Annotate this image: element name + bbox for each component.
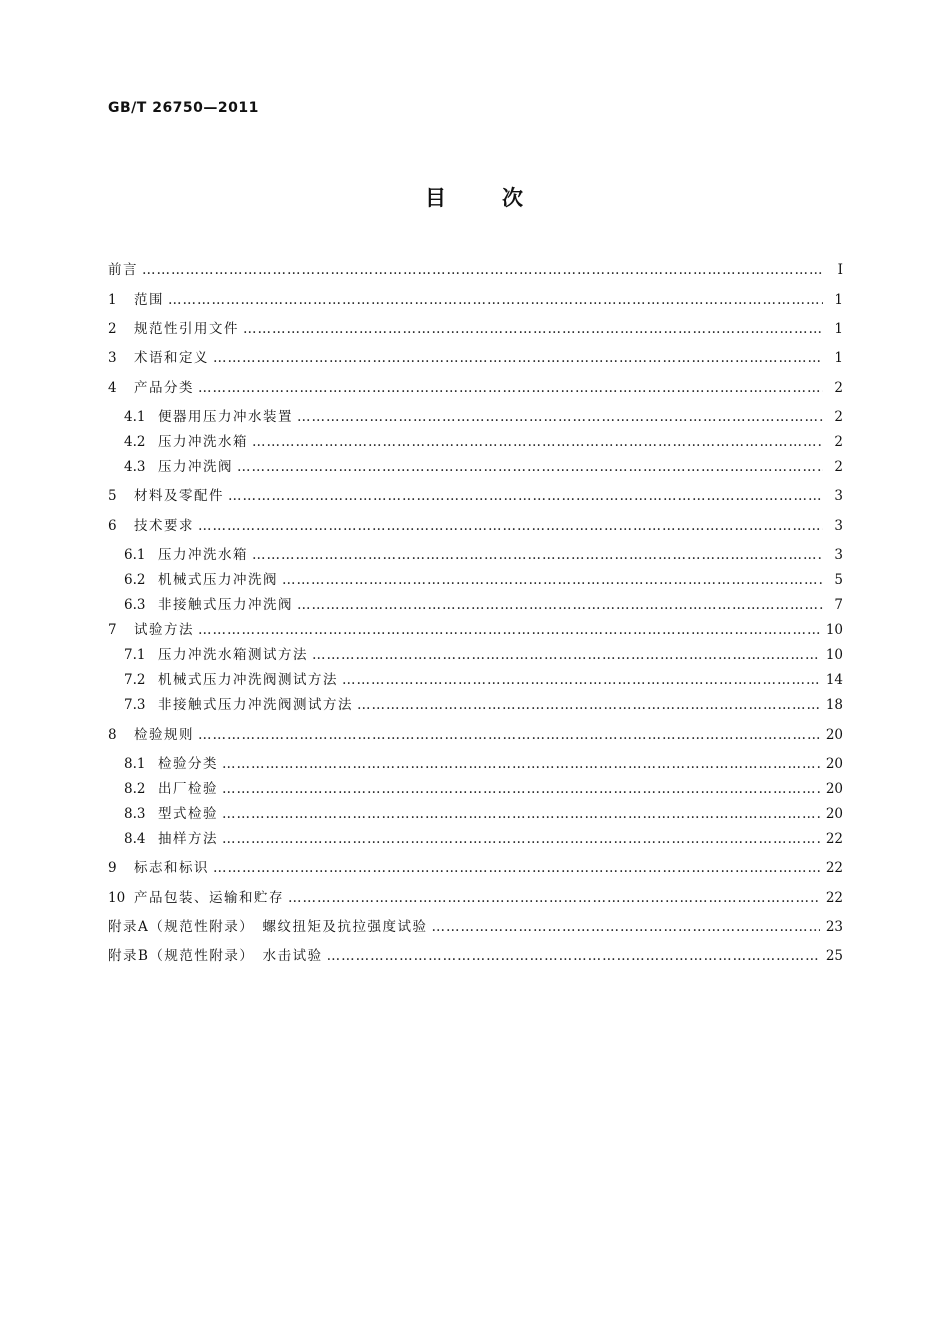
toc-label: 压力冲洗阀 <box>158 459 233 475</box>
toc-page: 22 <box>825 860 843 876</box>
toc-entry-6-3[interactable] <box>108 595 843 615</box>
toc-entry-2[interactable] <box>108 319 843 339</box>
toc-leader-dots <box>252 432 823 452</box>
toc-leader-dots <box>222 754 820 774</box>
toc-number: 7.2 <box>124 672 146 688</box>
toc-number: 8.3 <box>124 806 146 822</box>
toc-page: 5 <box>834 572 843 588</box>
toc-label: 非接触式压力冲洗阀测试方法 <box>158 697 353 713</box>
toc-page: 25 <box>825 948 843 964</box>
toc-leader-dots <box>312 645 820 665</box>
toc-page: 2 <box>834 459 843 475</box>
toc-page: 20 <box>825 727 843 743</box>
toc-page: 14 <box>825 672 843 688</box>
toc-leader-dots <box>198 516 823 536</box>
toc-label: 压力冲洗水箱 <box>158 434 248 450</box>
toc-leader-dots <box>222 804 820 824</box>
toc-label: 材料及零配件 <box>134 488 224 504</box>
title-part-1: 目 <box>425 186 448 210</box>
toc-label: 检验规则 <box>134 727 194 743</box>
toc-leader-dots <box>357 695 820 715</box>
toc-leader-dots <box>222 829 820 849</box>
toc-page: Ⅰ <box>837 262 843 278</box>
toc-leader-dots <box>213 858 820 878</box>
toc-leader-dots <box>342 670 820 690</box>
toc-page: 3 <box>834 547 843 563</box>
toc-label: 产品分类 <box>134 380 194 396</box>
toc-page: 18 <box>825 697 843 713</box>
toc-entry-8-3[interactable] <box>108 804 843 824</box>
toc-number: 3 <box>108 350 117 366</box>
toc-entry-4-3[interactable] <box>108 457 843 477</box>
toc-leader-dots <box>432 917 820 937</box>
toc-entry-6-2[interactable] <box>108 570 843 590</box>
toc-number: 6.1 <box>124 547 146 563</box>
toc-entry-8[interactable] <box>108 725 843 745</box>
toc-page: 1 <box>834 321 843 337</box>
toc-entry-8-1[interactable] <box>108 754 843 774</box>
toc-number: 4.3 <box>124 459 146 475</box>
toc-leader-dots <box>222 779 820 799</box>
toc-leader-dots <box>237 457 823 477</box>
toc-number: 2 <box>108 321 117 337</box>
toc-label: 非接触式压力冲洗阀 <box>158 597 293 613</box>
toc-entry-10[interactable] <box>108 888 843 908</box>
toc-number: 6 <box>108 518 117 534</box>
toc-page: 20 <box>825 781 843 797</box>
toc-page: 2 <box>834 409 843 425</box>
toc-entry-7[interactable] <box>108 620 843 640</box>
toc-entry-8-4[interactable] <box>108 829 843 849</box>
toc-page: 1 <box>834 292 843 308</box>
toc-label: 试验方法 <box>134 622 194 638</box>
toc-number: 1 <box>108 292 117 308</box>
toc-page: 10 <box>825 647 843 663</box>
toc-number: 4.2 <box>124 434 146 450</box>
toc-entry-8-2[interactable] <box>108 779 843 799</box>
toc-leader-dots <box>198 725 820 745</box>
title-part-2: 次 <box>502 186 525 210</box>
toc-number: 4 <box>108 380 117 396</box>
toc-label: 技术要求 <box>134 518 194 534</box>
toc-label: 标志和标识 <box>134 860 209 876</box>
toc-leader-dots <box>288 888 820 908</box>
toc-entry-4-1[interactable] <box>108 407 843 427</box>
toc-page: 22 <box>825 890 843 906</box>
toc-label: 规范性引用文件 <box>134 321 239 337</box>
toc-label: 抽样方法 <box>158 831 218 847</box>
toc-number: 4.1 <box>124 409 146 425</box>
toc-entry-1[interactable] <box>108 290 843 310</box>
toc-number: 8.1 <box>124 756 146 772</box>
toc-page: 3 <box>834 518 843 534</box>
toc-entry-3[interactable] <box>108 348 843 368</box>
toc-label: 便器用压力冲水装置 <box>158 409 293 425</box>
toc-number: 5 <box>108 488 117 504</box>
toc-number: 9 <box>108 860 117 876</box>
toc-label: 术语和定义 <box>134 350 209 366</box>
toc-label: 机械式压力冲洗阀测试方法 <box>158 672 338 688</box>
toc-entry-7-2[interactable] <box>108 670 843 690</box>
toc-entry-6[interactable] <box>108 516 843 536</box>
toc-label: 产品包装、运输和贮存 <box>134 890 284 906</box>
standard-code: GB/T 26750—2011 <box>108 100 259 116</box>
toc-page: 20 <box>825 806 843 822</box>
toc-label: 压力冲洗水箱 <box>158 547 248 563</box>
toc-label: 附录B（规范性附录） 水击试验 <box>108 948 323 964</box>
toc-label: 出厂检验 <box>158 781 218 797</box>
toc-page: 2 <box>834 434 843 450</box>
toc-leader-dots <box>243 319 823 339</box>
toc-leader-dots <box>213 348 823 368</box>
toc-number: 8.4 <box>124 831 146 847</box>
toc-label: 范围 <box>134 292 164 308</box>
toc-leader-dots <box>297 407 823 427</box>
toc-leader-dots <box>252 545 823 565</box>
toc-page: 1 <box>834 350 843 366</box>
toc-label: 检验分类 <box>158 756 218 772</box>
toc-leader-dots <box>142 260 823 280</box>
toc-number: 6.3 <box>124 597 146 613</box>
toc-leader-dots <box>168 290 823 310</box>
toc-leader-dots <box>327 946 820 966</box>
toc-label: 机械式压力冲洗阀 <box>158 572 278 588</box>
toc-label: 附录A（规范性附录） 螺纹扭矩及抗拉强度试验 <box>108 919 428 935</box>
toc-label: 型式检验 <box>158 806 218 822</box>
toc-label: 压力冲洗水箱测试方法 <box>158 647 308 663</box>
toc-entry-7-3[interactable] <box>108 695 843 715</box>
toc-number: 8 <box>108 727 117 743</box>
toc-number: 7.3 <box>124 697 146 713</box>
toc-leader-dots <box>297 595 823 615</box>
toc-number: 6.2 <box>124 572 146 588</box>
toc-page: 10 <box>825 622 843 638</box>
toc-number: 10 <box>108 890 126 906</box>
toc-entry-4[interactable] <box>108 378 843 398</box>
toc-page: 7 <box>834 597 843 613</box>
toc-entry-foreword[interactable] <box>108 260 843 280</box>
toc-leader-dots <box>198 378 823 398</box>
toc-page: 2 <box>834 380 843 396</box>
toc-page: 3 <box>834 488 843 504</box>
toc-leader-dots <box>282 570 823 590</box>
toc-entry-5[interactable] <box>108 486 843 506</box>
toc-page: 22 <box>825 831 843 847</box>
toc-leader-dots <box>228 486 823 506</box>
toc-number: 7 <box>108 622 117 638</box>
toc-entry-9[interactable] <box>108 858 843 878</box>
toc-page: 20 <box>825 756 843 772</box>
toc-leader-dots <box>198 620 820 640</box>
toc-entry-annex-b[interactable] <box>108 946 843 966</box>
toc-entry-annex-a[interactable] <box>108 917 843 937</box>
page-title <box>0 182 950 212</box>
toc-number: 8.2 <box>124 781 146 797</box>
toc-entry-6-1[interactable] <box>108 545 843 565</box>
toc-entry-4-2[interactable] <box>108 432 843 452</box>
toc-page: 23 <box>825 919 843 935</box>
toc-entry-7-1[interactable] <box>108 645 843 665</box>
toc-number: 7.1 <box>124 647 146 663</box>
toc-label: 前言 <box>108 262 138 278</box>
